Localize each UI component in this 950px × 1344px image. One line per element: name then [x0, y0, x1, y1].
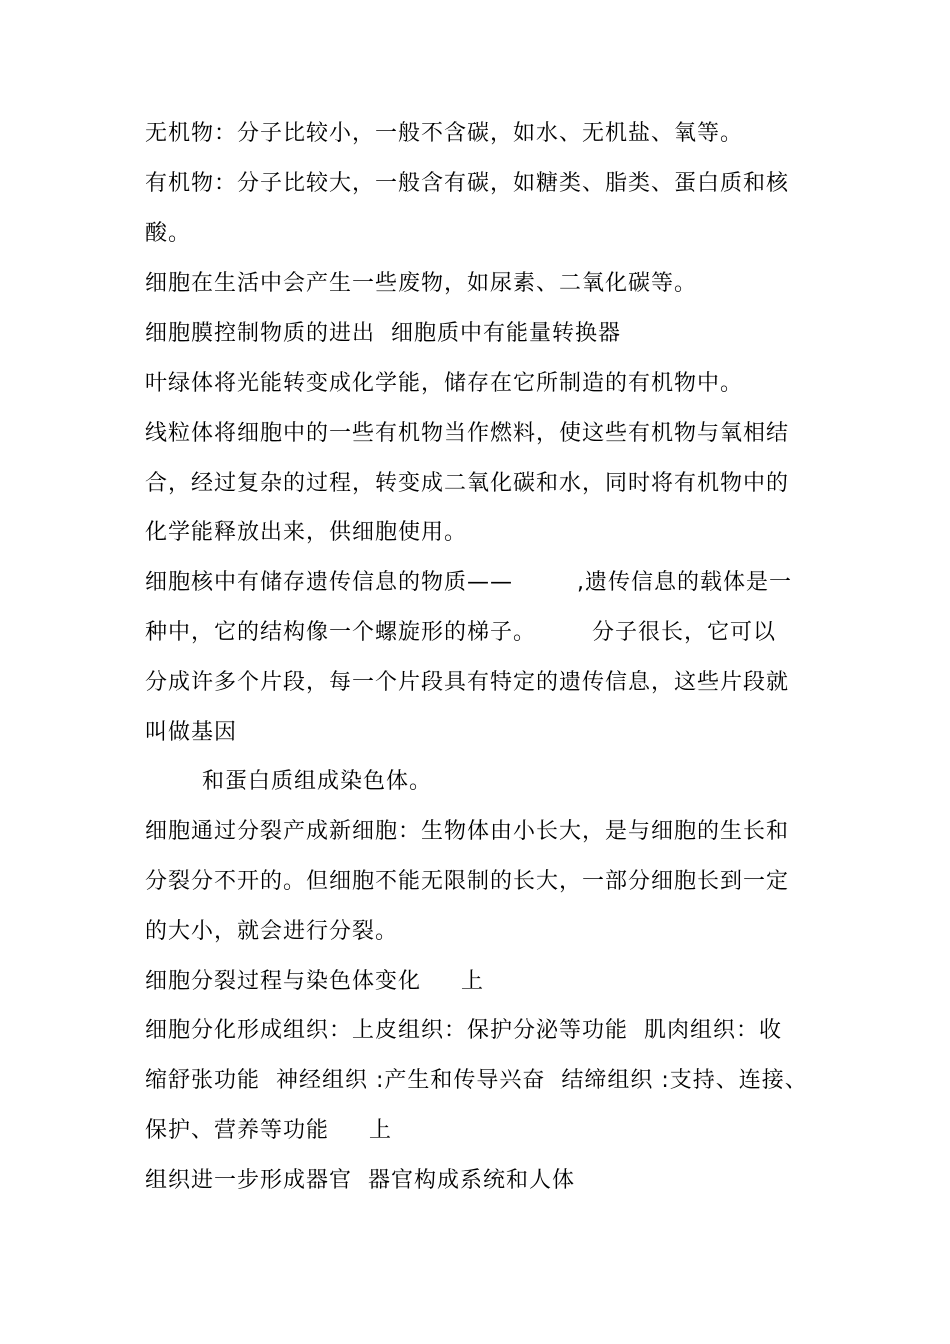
text-line: 有机物：分子比较大，一般含有碳，如糖类、脂类、蛋白质和核 — [145, 171, 790, 196]
text-line: 细胞膜控制物质的进出 细胞质中有能量转换器 — [145, 321, 621, 346]
text-line: 合，经过复杂的过程，转变成二氧化碳和水，同时将有机物中的 — [145, 471, 790, 496]
text-line: 化学能释放出来，供细胞使用。 — [145, 520, 468, 545]
text-line: 无机物：分子比较小，一般不含碳，如水、无机盐、氧等。 — [145, 121, 744, 146]
text-line: 细胞通过分裂产成新细胞：生物体由小长大，是与细胞的生长和 — [145, 819, 790, 844]
text-line: 叫做基因 — [145, 720, 238, 745]
text-line: 细胞在生活中会产生一些废物，如尿素、二氧化碳等。 — [145, 271, 698, 296]
text-line: 细胞分化形成组织：上皮组织：保护分泌等功能 肌肉组织：收 — [145, 1018, 782, 1043]
text-line: 细胞核中有储存遗传信息的物质—— ,遗传信息的载体是一 — [145, 570, 792, 595]
text-line: 线粒体将细胞中的一些有机物当作燃料，使这些有机物与氧相结 — [145, 421, 790, 446]
text-line: 组织进一步形成器官 器官构成系统和人体 — [145, 1168, 575, 1193]
text-line: 酸。 — [145, 221, 192, 246]
text-line: 种中，它的结构像一个螺旋形的梯子。 分子很长，它可以 — [145, 620, 776, 645]
text-line: 和蛋白质组成染色体。 — [202, 769, 433, 794]
text-line: 保护、营养等功能 上 — [145, 1118, 392, 1143]
text-line: 分成许多个片段，每一个片段具有特定的遗传信息，这些片段就 — [145, 670, 790, 695]
text-line: 细胞分裂过程与染色体变化 上 — [145, 969, 484, 994]
text-line: 叶绿体将光能转变成化学能，储存在它所制造的有机物中。 — [145, 371, 744, 396]
text-line: 的大小，就会进行分裂。 — [145, 919, 399, 944]
text-line: 分裂分不开的。但细胞不能无限制的长大，一部分细胞长到一定 — [145, 869, 790, 894]
text-line: 缩舒张功能 神经组织 :产生和传导兴奋 结缔组织 :支持、连接、 — [145, 1068, 808, 1093]
